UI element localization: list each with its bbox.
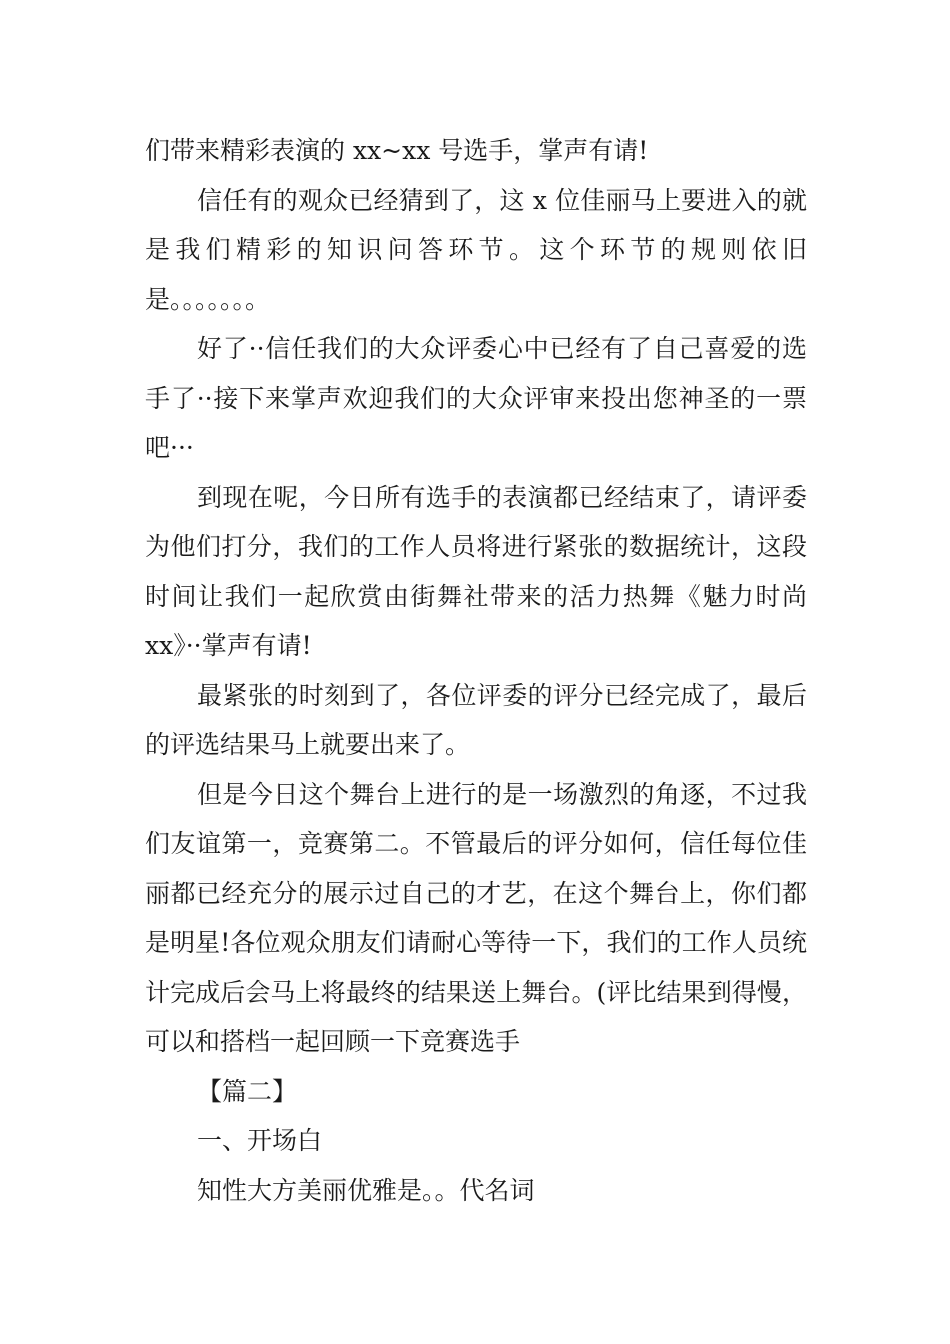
last-line: 知性大方美丽优雅是。。代名词	[197, 1175, 535, 1205]
paragraph-3: 到现在呢，今日所有选手的表演都已经结束了，请评委为他们打分，我们的工作人员将进行紧张的数据统计，这段时间让我们一起欣赏由街舞社带来的活力热舞《魅力时尚 xx》··掌声有请!	[145, 482, 807, 660]
document-body	[145, 126, 807, 1215]
section-title: 【篇二】	[197, 1076, 298, 1106]
paragraph-1: 信任有的观众已经猜到了，这 x 位佳丽马上要进入的就是我们精彩的知识问答环节。这个环节的规则依旧是。。。。。。。	[145, 185, 807, 314]
paragraph-0: 们带来精彩表演的 xx~xx 号选手，掌声有请!	[145, 136, 649, 165]
paragraph-2: 好了··信任我们的大众评委心中已经有了自己喜爱的选手了··接下来掌声欢迎我们的大众评审来投出您神圣的一票吧···	[145, 334, 807, 462]
subheading: 一、开场白	[197, 1126, 323, 1155]
paragraph-5: 但是今日这个舞台上进行的是一场激烈的角逐，不过我们友谊第一，竞赛第二。不管最后的评分如何，信任每位佳丽都已经充分的展示过自己的才艺，在这个舞台上，你们都是明星!各位观众朋友们请耐心等待一下，我们的工作人员统计完成后会马上将最终的结果送上舞台。(评比结果到得慢，可以和搭档一起回顾一下竞赛选手	[145, 779, 807, 1056]
paragraph-4: 最紧张的时刻到了，各位评委的评分已经完成了，最后的评选结果马上就要出来了。	[145, 680, 807, 759]
